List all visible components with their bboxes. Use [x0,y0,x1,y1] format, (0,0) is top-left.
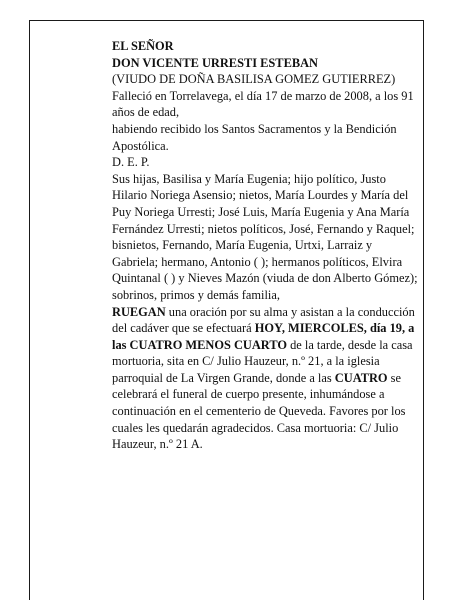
funeral-time: CUATRO [334,370,388,385]
funeral-body-2: se celebrará el funeral de cuerpo presente, inhumándose a continuación en el cementerio de Queveda. Favores por los cuales les quedarán agradecidos. Casa mortuoria: C/ Julio Hauzeur, n.º 21 A. [112,370,406,452]
funeral-details [112,304,418,453]
sacraments-note: habiendo recibido los Santos Sacramentos y la Bendición Apostólica. [112,121,397,153]
death-info: Falleció en Torrelavega, el día 17 de marzo de 2008, a los 91 años de edad, [112,88,414,120]
funeral-day: HOY, MIERCOLES, día 19, a las CUATRO MENOS CUARTO [112,321,415,352]
notice-title-line-1: EL SEÑOR [112,39,174,53]
rip-line: D. E. P. [112,155,150,170]
request-body: una oración por su alma y asistan a la conducción del cadáver que se efectuará [112,304,415,336]
request-lead: RUEGAN [112,304,166,319]
funeral-body-1: de la tarde, desde la casa mortuoria, sita en C/ Julio Hauzeur, n.º 21, a la iglesia parroquial de La Virgen Grande, donde a las [112,337,413,385]
family-list: Sus hijas, Basilisa y María Eugenia; hijo político, Justo Hilario Noriega Asensio; nietos, María Lourdes y María del Puy Noriega Urresti; José Luis, María Eugenia y Ana María Fernández Urresti; nietos políticos, José, Fernando y Raquel; bisnietos, Fernando, María Eugenia, Urtxi, Larraiz y Gabriela; hermano, Antonio ( ); hermanos políticos, Elvira Quintanal ( ) y Nieves Mazón (viuda de don Alberto Gómez); sobrinos, primos y demás familia, [112,171,418,302]
widow-note: (VIUDO DE DOÑA BASILISA GOMEZ GUTIERREZ) [112,72,396,87]
obituary-notice [112,38,418,453]
notice-title-line-2: DON VICENTE URRESTI ESTEBAN [112,55,318,70]
